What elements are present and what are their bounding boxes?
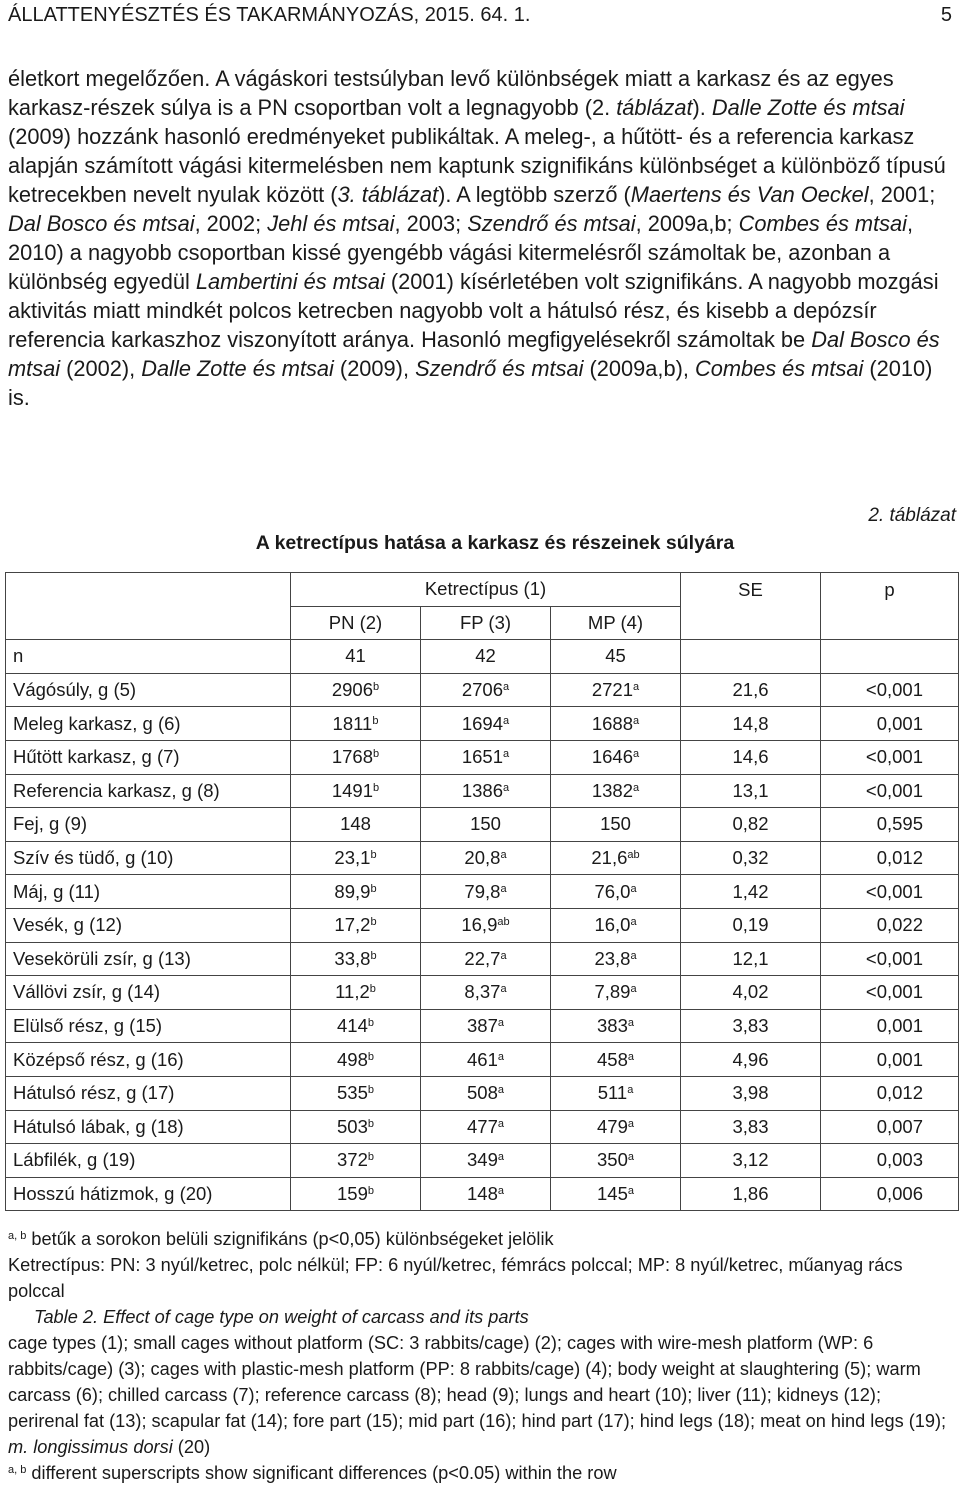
- mp-superscript: a: [627, 1050, 634, 1063]
- fp-number: 461: [467, 1048, 498, 1070]
- fp-value: [421, 1177, 551, 1211]
- row-label: Hűtött karkasz, g (7): [6, 740, 291, 774]
- table-row: [6, 740, 959, 774]
- empty-header-cell: [6, 573, 291, 640]
- pn-number: 414: [337, 1015, 368, 1037]
- p-value: 0,003: [821, 1144, 959, 1178]
- fp-superscript: a: [503, 748, 510, 761]
- pn-superscript: b: [369, 983, 376, 996]
- fp-value: [421, 774, 551, 808]
- p-value: 0,006: [821, 1177, 959, 1211]
- pn-superscript: b: [373, 781, 380, 794]
- superscript-mark: a, b: [8, 1230, 27, 1242]
- mp-value: [551, 1009, 681, 1043]
- fp-value: [421, 841, 551, 875]
- se-value: 0,82: [681, 808, 821, 842]
- table-notes: [8, 1226, 956, 1486]
- text-run: , 2001;: [868, 182, 936, 207]
- pn-superscript: b: [367, 1084, 374, 1097]
- mp-value: [551, 1076, 681, 1110]
- pn-number: 11,2: [335, 981, 370, 1003]
- table-row: [6, 707, 959, 741]
- table-row: [6, 1043, 959, 1077]
- fp-number: 349: [467, 1149, 498, 1171]
- row-label: Középső rész, g (16): [6, 1043, 291, 1077]
- fp-value: [421, 707, 551, 741]
- pn-value: [291, 1144, 421, 1178]
- text-run: (2009) hozzánk hasonló eredményeket publikáltak. A meleg-, a hűtött- és a referencia karkasz alapján számított vágási kitermelésben nem kaptunk szignifikáns különbséget a különböző típusú ketrecekben nevelt nyulak között (: [8, 124, 946, 207]
- hu-cage-note: Ketrectípus: PN: 3 nyúl/ketrec, polc nélkül; FP: 6 nyúl/ketrec, fémrács polccal; MP: 8 nyúl/ketrec, műanyag rács polccal: [8, 1255, 903, 1301]
- page-number: 5: [940, 4, 952, 26]
- text-run: ). A legtöbb szerző (: [438, 182, 631, 207]
- fp-value: [421, 1009, 551, 1043]
- fp-value: [421, 1043, 551, 1077]
- citation-italic: Dalle Zotte és mtsai: [141, 356, 334, 381]
- pn-number: 159: [337, 1182, 368, 1204]
- se-value: 21,6: [681, 673, 821, 707]
- citation-italic: Jehl és mtsai: [267, 211, 395, 236]
- fp-superscript: a: [497, 1017, 504, 1030]
- pn-value: [291, 976, 421, 1010]
- pn-superscript: b: [367, 1117, 374, 1130]
- mp-value: [551, 942, 681, 976]
- n-label: n: [6, 640, 291, 674]
- table-row: [6, 1076, 959, 1110]
- pn-value: [291, 1110, 421, 1144]
- text-run: (2010) is.: [8, 356, 933, 410]
- pn-number: 23,1: [334, 847, 371, 869]
- pn-superscript: b: [370, 849, 377, 862]
- mp-value: [551, 1177, 681, 1211]
- mp-number: 350: [597, 1149, 628, 1171]
- fp-superscript: a: [497, 1151, 504, 1164]
- citation-italic: táblázat: [616, 95, 693, 120]
- se-value: 3,83: [681, 1009, 821, 1043]
- se-header: SE: [681, 573, 821, 640]
- mp-number: 7,89: [594, 981, 631, 1003]
- citation-italic: Lambertini és mtsai: [195, 269, 385, 294]
- row-label: Elülső rész, g (15): [6, 1009, 291, 1043]
- citation-italic: Szendrő és mtsai: [415, 356, 584, 381]
- pn-superscript: b: [373, 681, 380, 694]
- cage-type-header: Ketrectípus (1): [291, 573, 681, 607]
- mp-superscript: a: [633, 748, 640, 761]
- fp-number: 1386: [461, 779, 504, 801]
- mp-number: 23,8: [594, 947, 631, 969]
- mp-number: 145: [597, 1182, 628, 1204]
- fp-number: 20,8: [464, 847, 501, 869]
- table-row: [6, 942, 959, 976]
- mp-superscript: a: [633, 714, 640, 727]
- pn-superscript: b: [370, 916, 377, 929]
- table-label: 2. táblázat: [868, 505, 956, 526]
- pn-superscript: b: [370, 949, 377, 962]
- text-run: , 2010) a nagyobb csoportban kissé gyengébb vágási kitermelésről számoltak be, azonban a különbség egyedül: [8, 211, 914, 294]
- fp-value: [421, 942, 551, 976]
- pn-value: [291, 1043, 421, 1077]
- mp-value: [551, 740, 681, 774]
- mp-superscript: a: [627, 1084, 634, 1097]
- table-row: [6, 908, 959, 942]
- pn-superscript: b: [367, 1151, 374, 1164]
- pn-superscript: b: [373, 748, 380, 761]
- mp-number: 2721: [591, 679, 634, 701]
- fp-value: [421, 1144, 551, 1178]
- text-run: , 2009a,b;: [635, 211, 739, 236]
- fp-value: [421, 908, 551, 942]
- fp-number: 2706: [461, 679, 504, 701]
- p-value: 0,012: [821, 841, 959, 875]
- table-row: [6, 1177, 959, 1211]
- table-row: [6, 774, 959, 808]
- fp-number: 16,9: [461, 914, 498, 936]
- fp-superscript: a: [500, 983, 507, 996]
- pn-superscript: b: [370, 882, 377, 895]
- citation-italic: Dal Bosco és mtsai: [8, 211, 195, 236]
- mp-value: [551, 808, 681, 842]
- se-value: 14,6: [681, 740, 821, 774]
- pn-value: [291, 942, 421, 976]
- fp-superscript: a: [503, 781, 510, 794]
- text-run: , 2003;: [394, 211, 468, 236]
- mp-superscript: a: [627, 1017, 634, 1030]
- mp-number: 458: [597, 1048, 628, 1070]
- pn-superscript: b: [367, 1050, 374, 1063]
- fp-number: 508: [467, 1082, 498, 1104]
- fp-superscript: ab: [497, 916, 510, 929]
- mp-number: 1382: [591, 779, 634, 801]
- citation-italic: Dalle Zotte és mtsai: [711, 95, 905, 120]
- citation-italic: Dal Bosco és mtsai: [8, 327, 940, 381]
- mp-superscript: a: [630, 916, 637, 929]
- superscript-mark-en: a, b: [8, 1464, 27, 1476]
- fp-number: 477: [467, 1115, 498, 1137]
- pn-number: 2906: [331, 679, 374, 701]
- mp-superscript: a: [630, 882, 637, 895]
- text-run: életkort megelőzően. A vágáskori testsúlyban levő különbségek miatt a karkasz és az egyes karkasz-részek súlya is a PN csoportban volt a legnagyobb (2.: [8, 66, 894, 120]
- citation-italic: Szendrő és mtsai: [467, 211, 636, 236]
- text-run: (2009a,b),: [583, 356, 695, 381]
- fp-number: 8,37: [464, 981, 501, 1003]
- row-label: Vállövi zsír, g (14): [6, 976, 291, 1010]
- pn-number: 148: [340, 813, 371, 835]
- pn-value: [291, 774, 421, 808]
- table-row: [6, 1144, 959, 1178]
- en-table-title: Table 2. Effect of cage type on weight of carcass and its parts: [34, 1307, 529, 1327]
- mp-superscript: a: [633, 681, 640, 694]
- row-label: Meleg karkasz, g (6): [6, 707, 291, 741]
- table-row: [6, 976, 959, 1010]
- table-row: [6, 1110, 959, 1144]
- pn-superscript: b: [367, 1184, 374, 1197]
- pn-number: 503: [337, 1115, 368, 1137]
- fp-superscript: a: [500, 949, 507, 962]
- mp-number: 511: [597, 1082, 628, 1104]
- pn-number: 89,9: [334, 880, 371, 902]
- fp-number: 150: [470, 813, 501, 835]
- mp-value: [551, 1110, 681, 1144]
- fp-header: FP (3): [421, 606, 551, 640]
- p-value: <0,001: [821, 875, 959, 909]
- p-value: 0,022: [821, 908, 959, 942]
- mp-superscript: a: [630, 983, 637, 996]
- text-run: ).: [692, 95, 712, 120]
- se-value: 3,98: [681, 1076, 821, 1110]
- se-value: 1,86: [681, 1177, 821, 1211]
- mp-superscript: ab: [627, 849, 640, 862]
- mp-value: [551, 673, 681, 707]
- se-value: 4,96: [681, 1043, 821, 1077]
- pn-value: [291, 1076, 421, 1110]
- p-value: 0,001: [821, 1009, 959, 1043]
- p-header: p: [821, 573, 959, 640]
- n-mp: 45: [551, 640, 681, 674]
- en-legend-italic: m. longissimus dorsi: [8, 1437, 173, 1457]
- text-run: , 2002;: [194, 211, 268, 236]
- en-legend: cage types (1); small cages without platform (SC: 3 rabbits/cage) (2); cages with wire-mesh platform (WP: 6 rabbits/cage) (3); cages with plastic-mesh platform (PP: 8 rabbits/cage) (4); body weight at slaughtering (5); warm carcass (6); chilled carcass (7); reference carcass (8); head (9); lungs and heart (10); liver (11); kidneys (12); perirenal fat (13); scapular fat (14); fore part (15); mid part (16); hind part (17); hind legs (18); meat on hind legs (19); m. longissimus dorsi (20): [8, 1333, 947, 1457]
- pn-superscript: b: [372, 714, 379, 727]
- p-value: <0,001: [821, 976, 959, 1010]
- fp-superscript: a: [500, 882, 507, 895]
- mp-superscript: a: [633, 781, 640, 794]
- fp-value: [421, 1076, 551, 1110]
- mp-value: [551, 1043, 681, 1077]
- mp-value: [551, 774, 681, 808]
- se-value: 0,32: [681, 841, 821, 875]
- citation-italic: Combes és mtsai: [738, 211, 907, 236]
- row-label: Fej, g (9): [6, 808, 291, 842]
- row-label: Vesék, g (12): [6, 908, 291, 942]
- paragraph-text: [8, 64, 952, 412]
- mp-value: [551, 841, 681, 875]
- pn-number: 1768: [331, 746, 374, 768]
- mp-number: 76,0: [594, 880, 631, 902]
- row-label: Referencia karkasz, g (8): [6, 774, 291, 808]
- results-table: [5, 572, 959, 1211]
- table-row: [6, 673, 959, 707]
- n-row: [6, 640, 959, 674]
- fp-number: 387: [467, 1015, 498, 1037]
- mp-number: 21,6: [591, 847, 628, 869]
- citation-italic: Maertens és Van Oeckel: [630, 182, 869, 207]
- pn-number: 1811: [332, 712, 373, 734]
- row-label: Máj, g (11): [6, 875, 291, 909]
- se-value: 1,42: [681, 875, 821, 909]
- se-value: 0,19: [681, 908, 821, 942]
- se-value: 13,1: [681, 774, 821, 808]
- fp-superscript: a: [497, 1184, 504, 1197]
- n-p: [821, 640, 959, 674]
- pn-number: 17,2: [334, 914, 371, 936]
- pn-value: [291, 1009, 421, 1043]
- fp-number: 22,7: [464, 947, 501, 969]
- mp-value: [551, 908, 681, 942]
- fp-superscript: a: [497, 1117, 504, 1130]
- mp-header: MP (4): [551, 606, 681, 640]
- page-header: [8, 4, 952, 44]
- citation-italic: Combes és mtsai: [694, 356, 864, 381]
- pn-value: [291, 841, 421, 875]
- mp-value: [551, 1144, 681, 1178]
- mp-number: 16,0: [594, 914, 631, 936]
- mp-value: [551, 707, 681, 741]
- fp-superscript: a: [497, 1050, 504, 1063]
- pn-number: 33,8: [334, 947, 371, 969]
- pn-value: [291, 875, 421, 909]
- header-row-1: [6, 573, 959, 607]
- body-paragraph: [8, 64, 952, 412]
- fp-value: [421, 875, 551, 909]
- fp-number: 1651: [461, 746, 504, 768]
- pn-number: 498: [337, 1048, 368, 1070]
- n-fp: 42: [421, 640, 551, 674]
- fp-number: 148: [467, 1182, 498, 1204]
- pn-value: [291, 808, 421, 842]
- text-run: (2001) kísérletében volt szignifikáns. A nagyobb mozgási aktivitás miatt mindkét polcos ketrecben nagyobb volt a hátulsó rész, és kisebb a depózsír referencia karkaszhoz viszonyított aránya. Hasonló megfigyelésekről számoltak be: [8, 269, 939, 352]
- mp-number: 383: [597, 1015, 628, 1037]
- pn-number: 1491: [331, 779, 374, 801]
- p-value: <0,001: [821, 673, 959, 707]
- se-value: 14,8: [681, 707, 821, 741]
- row-label: Hátulsó rész, g (17): [6, 1076, 291, 1110]
- pn-header: PN (2): [291, 606, 421, 640]
- fp-number: 79,8: [464, 880, 501, 902]
- p-value: <0,001: [821, 740, 959, 774]
- mp-number: 1688: [591, 712, 634, 734]
- fp-superscript: a: [500, 849, 507, 862]
- table-row: [6, 1009, 959, 1043]
- pn-value: [291, 908, 421, 942]
- pn-number: 372: [337, 1149, 368, 1171]
- n-pn: 41: [291, 640, 421, 674]
- text-run: (2009),: [333, 356, 416, 381]
- p-value: <0,001: [821, 942, 959, 976]
- fp-superscript: a: [503, 714, 510, 727]
- row-label: Szív és tüdő, g (10): [6, 841, 291, 875]
- fp-superscript: a: [503, 681, 510, 694]
- fp-number: 1694: [461, 712, 504, 734]
- n-se: [681, 640, 821, 674]
- hu-significance-note: $^{a, b}$ betűk a sorokon belüli szignifikáns (p<0,05) különbségeket jelölik: [8, 1229, 554, 1249]
- fp-value: [421, 1110, 551, 1144]
- pn-superscript: b: [367, 1017, 374, 1030]
- p-value: 0,001: [821, 707, 959, 741]
- row-label: Vágósúly, g (5): [6, 673, 291, 707]
- p-value: 0,012: [821, 1076, 959, 1110]
- table-title: A ketrectípus hatása a karkasz és részeinek súlyára: [255, 532, 735, 554]
- mp-number: 1646: [591, 746, 634, 768]
- fp-value: [421, 808, 551, 842]
- pn-value: [291, 740, 421, 774]
- pn-value: [291, 707, 421, 741]
- mp-number: 479: [597, 1115, 628, 1137]
- p-value: 0,007: [821, 1110, 959, 1144]
- mp-superscript: a: [627, 1117, 634, 1130]
- fp-value: [421, 976, 551, 1010]
- journal-title: ÁLLATTENYÉSZTÉS ÉS TAKARMÁNYOZÁS, 2015. 64. 1.: [8, 4, 531, 26]
- p-value: <0,001: [821, 774, 959, 808]
- p-value: 0,001: [821, 1043, 959, 1077]
- pn-value: [291, 673, 421, 707]
- mp-value: [551, 976, 681, 1010]
- row-label: Hosszú hátizmok, g (20): [6, 1177, 291, 1211]
- se-value: 3,83: [681, 1110, 821, 1144]
- fp-superscript: a: [497, 1084, 504, 1097]
- text-run: (2002),: [60, 356, 142, 381]
- pn-number: 535: [337, 1082, 368, 1104]
- mp-value: [551, 875, 681, 909]
- table-row: [6, 875, 959, 909]
- table-row: [6, 808, 959, 842]
- citation-italic: 3. táblázat: [337, 182, 439, 207]
- se-value: 12,1: [681, 942, 821, 976]
- mp-superscript: a: [630, 949, 637, 962]
- mp-superscript: a: [627, 1184, 634, 1197]
- en-significance-note: $^{a, b}$ different superscripts show significant differences (p<0.05) within the row: [8, 1463, 617, 1483]
- pn-value: [291, 1177, 421, 1211]
- table-row: [6, 841, 959, 875]
- row-label: Hátulsó lábak, g (18): [6, 1110, 291, 1144]
- p-value: 0,595: [821, 808, 959, 842]
- mp-number: 150: [600, 813, 631, 835]
- fp-value: [421, 673, 551, 707]
- se-value: 3,12: [681, 1144, 821, 1178]
- row-label: Vesekörüli zsír, g (13): [6, 942, 291, 976]
- row-label: Lábfilék, g (19): [6, 1144, 291, 1178]
- mp-superscript: a: [627, 1151, 634, 1164]
- fp-value: [421, 740, 551, 774]
- se-value: 4,02: [681, 976, 821, 1010]
